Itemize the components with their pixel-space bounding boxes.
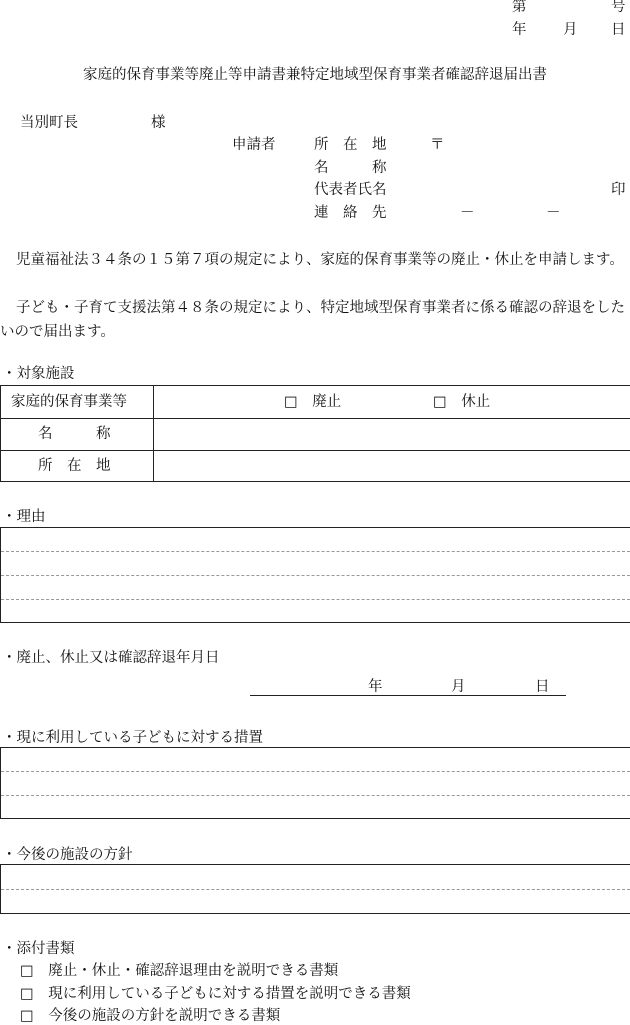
facility-table (0, 385, 630, 482)
seal-mark: 印 (611, 182, 626, 198)
contact-dash-1: － (460, 205, 475, 221)
applicant-address-label: 所 在 地 (314, 137, 387, 153)
date-year: 年 (512, 22, 527, 38)
policy-box[interactable] (0, 864, 630, 914)
date-day: 日 (611, 22, 626, 38)
date-month: 月 (563, 22, 578, 38)
reason-box[interactable] (0, 527, 630, 623)
attachment-item-policy[interactable]: □ 今後の施設の方針を説明できる書類 (20, 1008, 281, 1024)
addressee-name: 当別町長 (20, 115, 78, 131)
applicant-name-label: 名 称 (314, 160, 387, 176)
applicant-contact-label: 連 絡 先 (314, 205, 387, 221)
suspend-checkbox[interactable]: □ 休止 (433, 394, 491, 410)
reason-heading: ・理由 (2, 509, 46, 525)
dates-underline (250, 695, 566, 696)
facility-address-label: 所 在 地 (38, 458, 111, 474)
facility-name-field[interactable] (155, 420, 629, 449)
dates-day: 日 (535, 679, 550, 695)
body-paragraph-2: 子ども・子育て支援法第４８条の規定により、特定地域型保育事業者に係る確認の辞退をしたいので届出ます。 (0, 300, 625, 340)
measures-heading: ・現に利用している子どもに対する措置 (2, 730, 263, 746)
dates-field[interactable] (250, 676, 566, 695)
dates-month: 月 (451, 679, 466, 695)
attachment-item-reason[interactable]: □ 廃止・休止・確認辞退理由を説明できる書類 (20, 963, 339, 979)
contact-dash-2: － (546, 205, 561, 221)
measures-box[interactable] (0, 747, 630, 819)
dates-heading: ・廃止、休止又は確認辞退年月日 (2, 650, 220, 666)
facility-type-label: 家庭的保育事業等 (11, 394, 127, 410)
document-title: 家庭的保育事業等廃止等申請書兼特定地域型保育事業者確認辞退届出書 (83, 67, 547, 83)
facility-heading: ・対象施設 (2, 366, 75, 382)
applicant-label: 申請者 (232, 137, 276, 153)
body-paragraph-1: 児童福祉法３４条の１５第７項の規定により、家庭的保育事業等の廃止・休止を申請します。 (16, 252, 624, 268)
applicant-rep-label: 代表者氏名 (314, 182, 387, 198)
abolish-checkbox[interactable]: □ 廃止 (284, 394, 342, 410)
postal-mark: 〒 (430, 137, 445, 153)
attachment-item-measures[interactable]: □ 現に利用している子どもに対する措置を説明できる書類 (20, 986, 411, 1002)
number-suffix: 号 (611, 0, 626, 15)
policy-heading: ・今後の施設の方針 (2, 847, 133, 863)
dates-year: 年 (368, 679, 383, 695)
facility-address-field[interactable] (155, 452, 629, 480)
facility-name-label: 名 称 (38, 426, 111, 442)
attachments-heading: ・添付書類 (2, 941, 75, 957)
number-label: 第 (512, 0, 527, 15)
addressee-honorific: 様 (151, 115, 166, 131)
